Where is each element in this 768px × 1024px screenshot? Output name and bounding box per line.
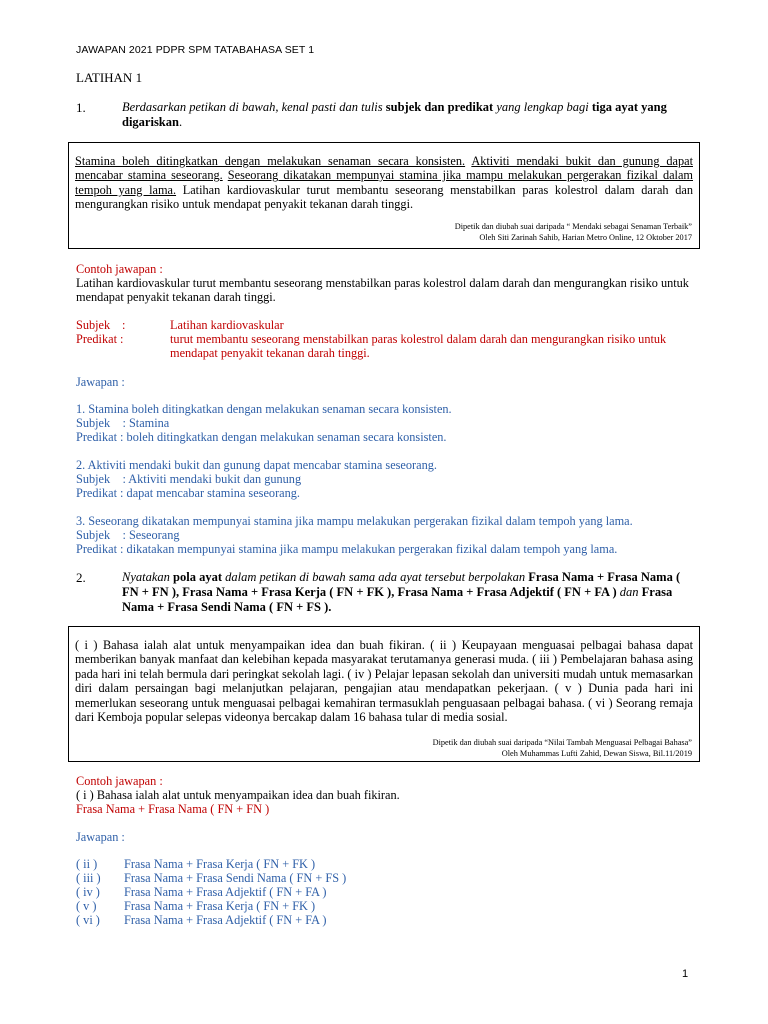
q2-answer-pattern: Frasa Nama + Frasa Adjektif ( FN + FA ) [124, 885, 327, 899]
q2-instruction-italic-3: dan [619, 585, 639, 599]
q2-source-citation [433, 738, 692, 759]
q1-passage-sentence-3: Seseorang dikatakan mempunyai stamina jika mampu melakukan pergerakan fizikal dalam tempoh yang lama. [75, 168, 693, 197]
q2-passage: ( i ) Bahasa ialah alat untuk menyampaikan idea dan buah fikiran. ( ii ) Keupayaan menguasai pelbagai bahasa dapat memberikan banyak manfaat dan kelebihan kepada masyarakat terutamanya generasi muda. ( iii ) Pembelajaran bahasa asing pada hari ini telah bermula dari peringkat sekolah lagi. ( iv ) Pelajar lepasan sekolah dan universiti mudah untuk memasarkan diri dalam persaingan bagi melanjutkan pelajaran, pengajian atau mendapatkan pekerjaan. ( v ) Dunia pada hari ini memerlukan seseorang untuk menguasai pelbagai kemahiran termasuklah penguasaan pelbagai bahasa. ( vi ) Seorang remaja dari Kemboja popular selepas videonya bercakap dalam 16 bahasa tular di media sosial. [75, 638, 693, 725]
q1-passage-sentence-1: Stamina boleh ditingkatkan dengan melakukan senaman secara konsisten. [75, 154, 466, 168]
q2-answer-num: ( ii ) [76, 857, 98, 871]
q1-instruction-italic-2: yang lengkap bagi [496, 100, 589, 114]
q1-source-line-1: Dipetik dan diubah suai daripada “ Mendaki sebagai Senaman Terbaik” [454, 222, 692, 231]
q2-answer-pattern: Frasa Nama + Frasa Kerja ( FN + FK ) [124, 899, 316, 913]
q2-answer-pattern: Frasa Nama + Frasa Adjektif ( FN + FA ) [124, 913, 327, 927]
q2-example-pattern: Frasa Nama + Frasa Nama ( FN + FN ) [76, 802, 270, 816]
q1-instruction-italic-1: Berdasarkan petikan di bawah, kenal pasti dan tulis [122, 100, 383, 114]
q2-example-sentence: ( i ) Bahasa ialah alat untuk menyampaikan idea dan buah fikiran. [76, 788, 400, 802]
q1-passage-box [68, 142, 700, 249]
q2-source-line-2: Oleh Muhammas Lufti Zahid, Dewan Siswa, Bil.11/2019 [501, 748, 692, 758]
q2-answer-num: ( vi ) [76, 913, 100, 927]
q2-answer-label: Jawapan : [76, 830, 125, 844]
q1-answer-label: Jawapan : [76, 375, 125, 389]
q1-instruction-bold-2: tiga ayat yang digariskan [122, 100, 667, 129]
q1-passage-sentence-2: Aktiviti mendaki bukit dan gunung dapat mencabar stamina seseorang. [75, 154, 693, 183]
q1-answer-1-sentence: 1. Stamina boleh ditingkatkan dengan melakukan senaman secara konsisten. [76, 402, 452, 416]
q2-answer-pattern: Frasa Nama + Frasa Sendi Nama ( FN + FS ) [124, 871, 347, 885]
question-1-instruction [122, 100, 696, 130]
section-title: LATIHAN 1 [76, 70, 143, 85]
q1-passage-sentence-4: Latihan kardiovaskular turut membantu seseorang menstabilkan paras kolestrol dalam darah dan mengurangkan risiko untuk mendapat penyakit tekanan darah tinggi. [75, 182, 693, 212]
q1-instruction-end: . [178, 115, 183, 129]
q1-answer-1-predikat: Predikat : boleh ditingkatkan dengan melakukan senaman secara konsisten. [76, 430, 447, 444]
page-number: 1 [682, 968, 689, 980]
q1-example-subjek-label: Subjek [76, 318, 111, 332]
q2-answer-num: ( v ) [76, 899, 97, 913]
q2-source-line-1: Dipetik dan diubah suai daripada “Nilai Tambah Menguasai Pelbagai Bahasa” [432, 738, 692, 747]
question-2-instruction [122, 570, 696, 615]
q1-answer-3-subjek: Subjek : Seseorang [76, 528, 180, 542]
question-2-number: 2. [76, 570, 86, 585]
q1-answer-2-predikat: Predikat : dapat mencabar stamina seseorang. [76, 486, 300, 500]
q2-example-label: Contoh jawapan : [76, 774, 163, 788]
q1-answer-3-sentence: 3. Seseorang dikatakan mempunyai stamina jika mampu melakukan pergerakan fizikal dalam tempoh yang lama. [76, 514, 633, 528]
q1-answer-2-subjek: Subjek : Aktiviti mendaki bukit dan gunung [76, 472, 302, 486]
q1-passage [69, 154, 699, 212]
q1-example-predikat-value-2: mendapat penyakit tekanan darah tinggi. [170, 346, 370, 360]
q2-instruction-bold-1: pola ayat [173, 570, 223, 584]
q1-example-label: Contoh jawapan : [76, 262, 163, 276]
q1-example-sentence: Latihan kardiovaskular turut membantu seseorang menstabilkan paras kolestrol dalam darah dan mengurangkan risiko untuk mendapat penyakit tekanan darah tinggi. [76, 276, 689, 304]
q1-source-line-2: Oleh Siti Zarinah Sahib, Harian Metro Online, 12 Oktober 2017 [479, 232, 692, 242]
q2-passage-box [68, 626, 700, 762]
q2-answer-num: ( iv ) [76, 885, 100, 899]
document-header: JAWAPAN 2021 PDPR SPM TATABAHASA SET 1 [76, 44, 315, 56]
q1-answer-3-predikat: Predikat : dikatakan mempunyai stamina jika mampu melakukan pergerakan fizikal dalam tempoh yang lama. [76, 542, 618, 556]
q2-instruction-bold-3: Frasa Nama + Frasa Sendi Nama ( FN + FS ). [122, 585, 673, 614]
q2-answer-pattern: Frasa Nama + Frasa Kerja ( FN + FK ) [124, 857, 316, 871]
q1-example-subjek-colon: : [122, 318, 126, 332]
q1-instruction-bold-1: subjek dan predikat [385, 100, 494, 114]
question-1-number: 1. [76, 100, 86, 115]
q1-example-predikat-value-1: turut membantu seseorang menstabilkan paras kolestrol dalam darah dan mengurangkan risiko untuk [170, 332, 667, 346]
q1-answer-1-subjek: Subjek : Stamina [76, 416, 170, 430]
q1-example-subjek-value: Latihan kardiovaskular [170, 318, 284, 332]
q2-instruction-italic-2: dalam petikan di bawah sama ada ayat tersebut berpolakan [225, 570, 526, 584]
q2-answer-num: ( iii ) [76, 871, 101, 885]
q2-instruction-italic-1: Nyatakan [122, 570, 170, 584]
q1-answer-2-sentence: 2. Aktiviti mendaki bukit dan gunung dapat mencabar stamina seseorang. [76, 458, 437, 472]
q1-source-citation [455, 222, 692, 243]
q1-example-predikat-label: Predikat : [76, 332, 124, 346]
q2-instruction-bold-2: Frasa Nama + Frasa Nama ( FN + FN ), Frasa Nama + Frasa Kerja ( FN + FK ), Frasa Nama + Frasa Adjektif ( FN + FA ) [122, 570, 681, 599]
